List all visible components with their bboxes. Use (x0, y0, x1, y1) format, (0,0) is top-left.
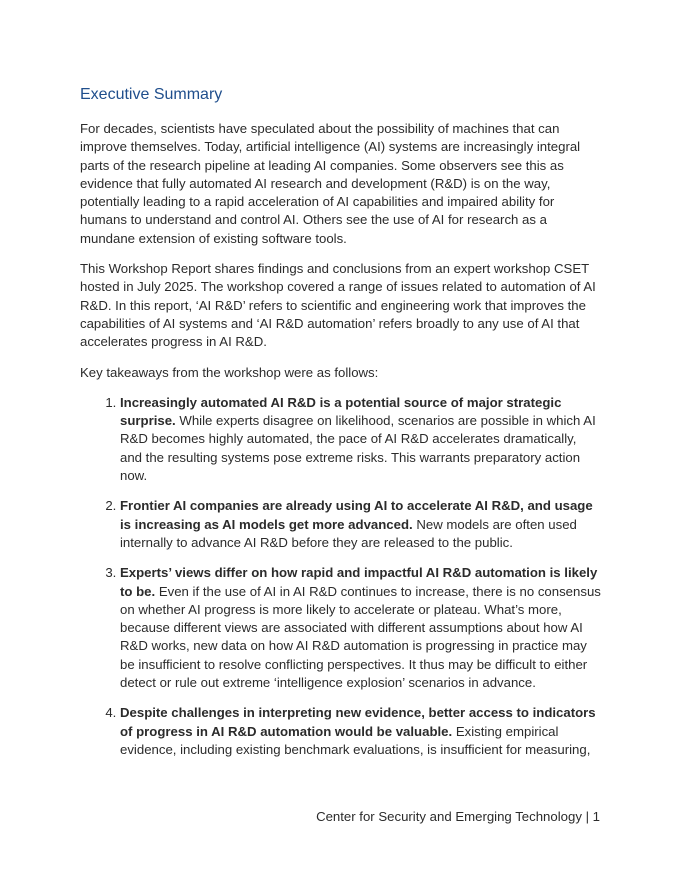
takeaway-bold: Increasingly automated AI R&D is a potential source of major strategic surprise. (120, 394, 562, 429)
section-heading: Executive Summary (80, 86, 223, 103)
page-content (80, 84, 602, 771)
takeaways-list (80, 394, 602, 759)
takeaway-item (120, 564, 602, 692)
takeaway-bold: Despite challenges in interpreting new evidence, better access to indicators of progress in AI R&D automation would be valuable. (120, 705, 596, 739)
takeaway-text: New models are often used internally to advance AI R&D before they are released to the public. (120, 516, 577, 550)
page-footer: Center for Security and Emerging Technology | 1 (316, 809, 600, 824)
takeaway-bold: Frontier AI companies are already using AI to accelerate AI R&D, and usage is increasing as AI models get more advanced. (120, 498, 593, 532)
takeaway-item (120, 394, 602, 485)
intro-paragraph: For decades, scientists have speculated about the possibility of machines that can improve themselves. Today, artificial intelligence (AI) systems are increasingly integral parts of the research pipeline at leading AI companies. Some observers see this as evidence that fully automated AI research and development (R&D) is on the way, potentially leading to a rapid acceleration of AI capabilities and impaired ability for humans to understand and control AI. Others see the use of AI for research as a mundane extension of existing software tools. (80, 121, 581, 246)
takeaway-text: Existing empirical evidence, including existing benchmark evaluations, is insufficient for measuring, (120, 723, 591, 757)
report-paragraph: This Workshop Report shares findings and conclusions from an expert workshop CSET hosted in July 2025. The workshop covered a range of issues related to automation of AI R&D. In this report, ‘AI R&D’ refers to scientific and engineering work that improves the capabilities of AI systems and ‘AI R&D automation’ refers broadly to any use of AI that accelerates progress in AI R&D. (80, 261, 596, 350)
takeaways-intro: Key takeaways from the workshop were as follows: (80, 364, 379, 380)
takeaway-text: While experts disagree on likelihood, scenarios are possible in which AI R&D becomes highly automated, the pace of AI R&D accelerates dramatically, and the resulting systems pose extreme risks. This warrants preparatory action now. (120, 413, 596, 484)
takeaway-bold: Experts’ views differ on how rapid and impactful AI R&D automation is likely to be. (120, 565, 598, 599)
takeaway-item (120, 704, 602, 759)
takeaway-text: Even if the use of AI in AI R&D continues to increase, there is no consensus on whether AI progress is more likely to accelerate or plateau. What’s more, because different views are associated with different assumptions about how AI R&D works, new data on how AI R&D automation is progressing in practice may be insufficient to resolve conflicting perspectives. It thus may be difficult to either detect or rule out extreme ‘intelligence explosion’ scenarios in advance. (120, 583, 601, 691)
takeaway-item (120, 497, 602, 552)
